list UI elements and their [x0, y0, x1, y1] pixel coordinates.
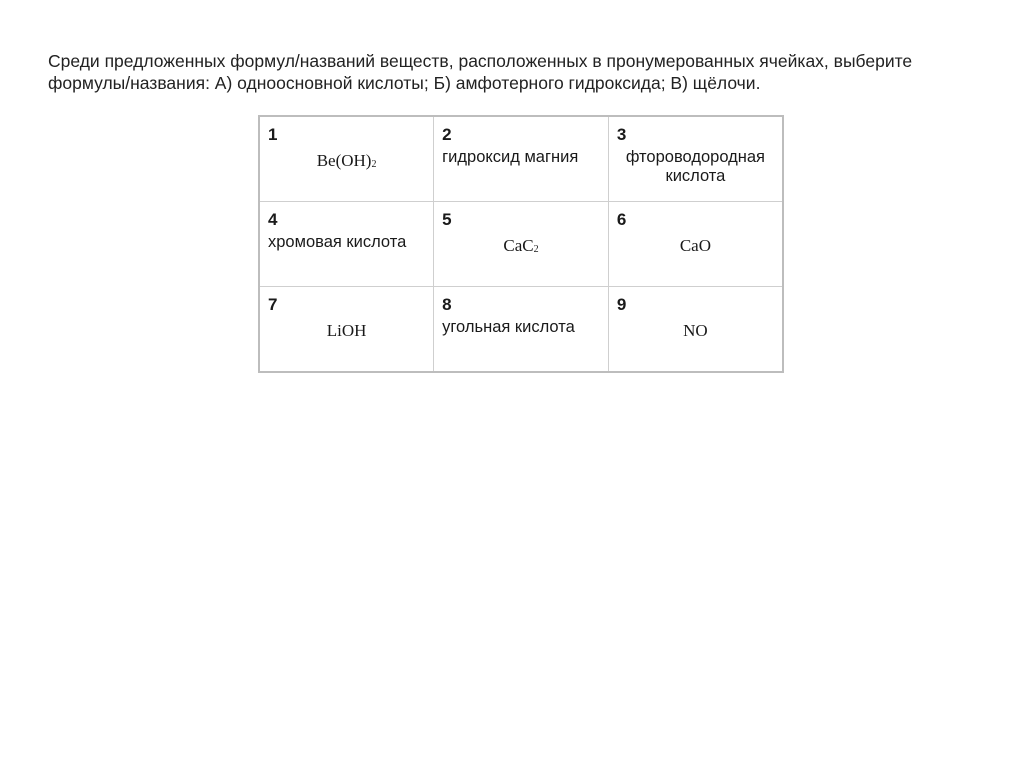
question-text: [48, 50, 988, 94]
cell-formula: NO: [683, 321, 708, 340]
grid-row: [259, 202, 783, 287]
cell-number: 2: [442, 125, 452, 144]
cell-formula: $Be(OH)_2$: [316, 151, 377, 170]
question-line-2: формулы/названия: А) одноосновной кислоты; Б) амфотерного гидроксида; В) щёлочи.: [48, 73, 761, 93]
grid-cell-5: [434, 202, 609, 287]
grid-cell-9: [608, 287, 783, 373]
cell-name: хромовая кислота: [268, 233, 407, 251]
cell-name: фтороводородная кислота: [625, 148, 765, 185]
grid-row: [259, 287, 783, 373]
cell-name: угольная кислота: [442, 318, 575, 336]
cell-formula: CaO: [679, 236, 711, 255]
cell-number: 9: [616, 295, 627, 314]
cell-number: 1: [268, 125, 278, 144]
grid-cell-3: [608, 116, 783, 202]
cell-number: 4: [268, 210, 278, 229]
question-line-1: Среди предложенных формул/названий веществ, расположенных в пронумерованных ячейках, выберите: [48, 51, 913, 71]
grid-cell-4: [259, 202, 434, 287]
grid-cell-1: [259, 116, 434, 202]
cell-number: 5: [442, 210, 452, 229]
grid-cell-8: [434, 287, 609, 373]
cell-number: 3: [616, 125, 627, 144]
cell-number: 6: [616, 210, 627, 229]
cell-formula: CaC$_2$: [503, 236, 539, 255]
cell-name: гидроксид магния: [442, 148, 579, 166]
cell-number: 7: [268, 295, 278, 314]
cell-formula: LiOH: [326, 321, 367, 340]
grid-cell-6: [608, 202, 783, 287]
cell-number: 8: [442, 295, 452, 314]
grid-row: [259, 116, 783, 202]
grid-cell-2: [434, 116, 609, 202]
substances-grid: [258, 115, 784, 373]
grid-cell-7: [259, 287, 434, 373]
